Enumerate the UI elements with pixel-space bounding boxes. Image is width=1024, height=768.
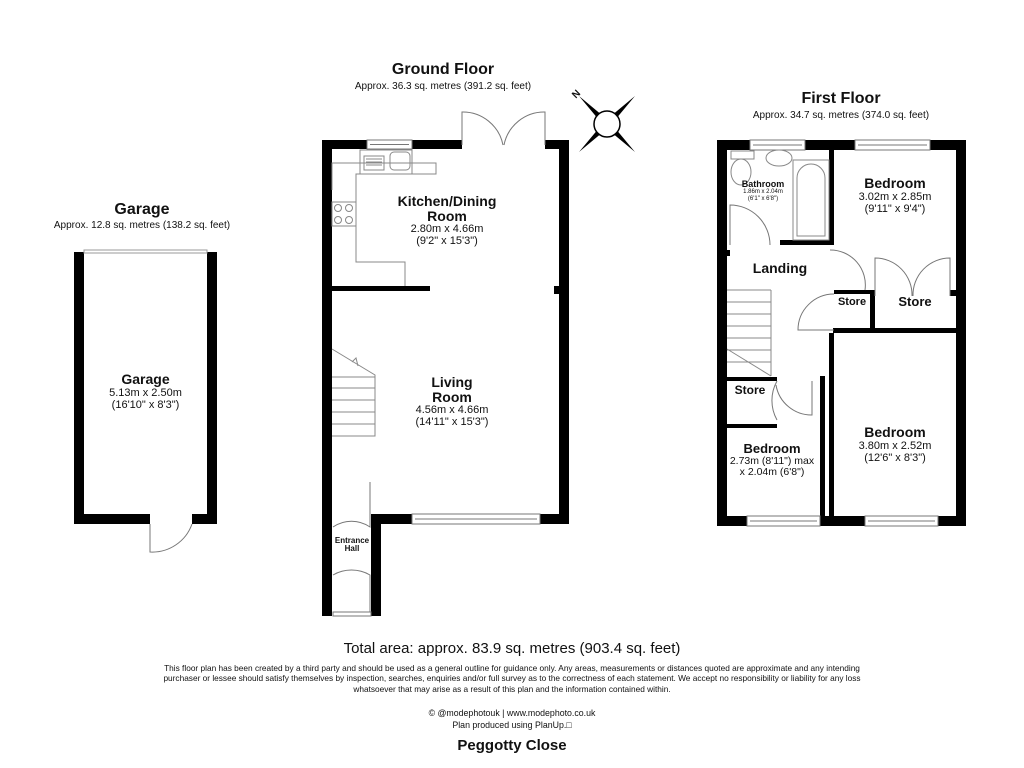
total-area: Total area: approx. 83.9 sq. metres (903.4 sq. feet) xyxy=(343,640,681,657)
first-floor-title: First Floor xyxy=(801,90,881,107)
room-bedroom-2: Bedroom 2.73m (8'11") max x 2.04m (6'8") xyxy=(729,441,815,479)
garage-title: Garage xyxy=(114,201,170,218)
first-floor-area: Approx. 34.7 sq. metres (374.0 sq. feet) xyxy=(752,110,930,121)
basin-icon xyxy=(766,150,792,166)
room-landing: Landing xyxy=(752,260,808,276)
property-address: Peggotty Close xyxy=(457,737,567,754)
room-garage: Garage 5.13m x 2.50m (16'10" x 8'3") xyxy=(109,371,182,411)
room-store-small: Store xyxy=(837,296,867,308)
disclaimer: This floor plan has been created by a third party and should be used as a general outline for guidance only. Any areas, measurements or distances quoted are approximate and any intending purchaser or lessee should satisfy themselves by inspection, searches, enquiries and/or full survey as to the correctness of each statement. We accept no responsibility or liability for any loss whatsoever that may arise as a result of this plan and the information contained within. xyxy=(163,663,861,694)
toilet-cistern-icon xyxy=(731,151,754,159)
ground-floor-area: Approx. 36.3 sq. metres (391.2 sq. feet) xyxy=(354,81,532,92)
garage-area: Approx. 12.8 sq. metres (138.2 sq. feet) xyxy=(53,220,231,231)
sink-icon xyxy=(364,152,410,170)
room-store-large: Store xyxy=(898,294,932,309)
room-kitchen-dining: Kitchen/Dining Room 2.80m x 4.66m (9'2" x 15'3") xyxy=(397,193,497,248)
room-bathroom: Bathroom 1.86m x 2.04m (6'1" x 6'8") xyxy=(741,179,785,203)
credit-line-2: Plan produced using PlanUp.□ xyxy=(452,720,572,730)
room-entrance-hall: Entrance Hall xyxy=(334,536,370,554)
first-stairs xyxy=(727,290,771,376)
credit-line-1: © @modephotouk | www.modephoto.co.uk xyxy=(428,708,596,718)
ground-floor-title: Ground Floor xyxy=(391,61,495,78)
room-living: Living Room 4.56m x 4.66m (14'11" x 15'3") xyxy=(415,374,489,429)
room-bedroom-3: Bedroom 3.80m x 2.52m (12'6" x 8'3") xyxy=(858,424,932,464)
compass-north-label: N xyxy=(570,88,584,101)
ground-stairs xyxy=(332,349,375,436)
hob-icon xyxy=(332,202,356,226)
room-store-landing: Store xyxy=(734,383,766,397)
room-bedroom-1: Bedroom 3.02m x 2.85m (9'11" x 9'4") xyxy=(858,175,932,215)
compass-rose-icon xyxy=(579,96,635,152)
